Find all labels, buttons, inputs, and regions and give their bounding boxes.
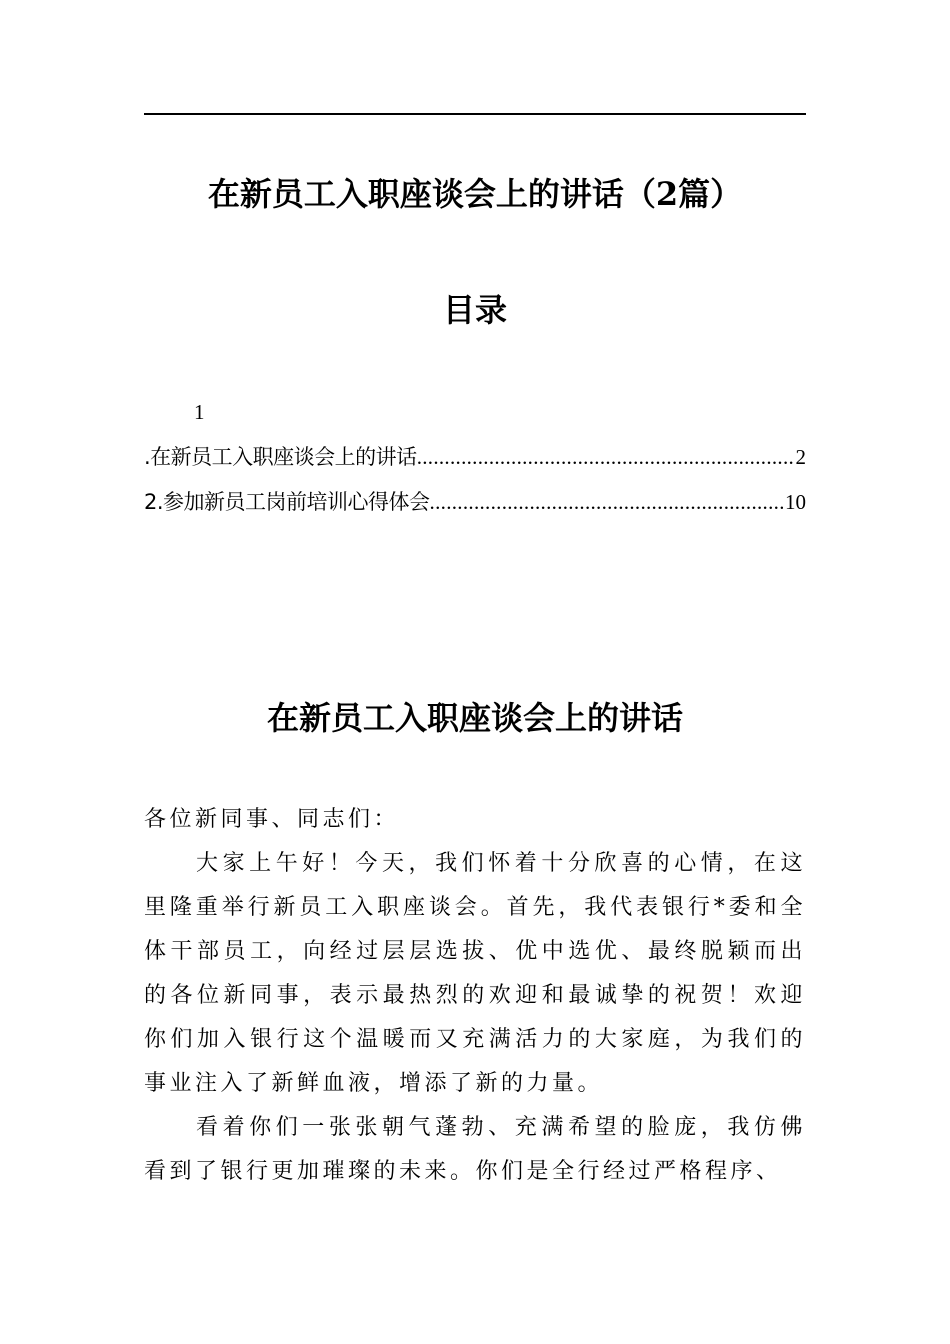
document-title: 在新员工入职座谈会上的讲话（2篇） [207,175,743,213]
toc-entry-2-leader [430,486,783,518]
section-title: 在新员工入职座谈会上的讲话 [266,699,683,737]
toc-heading: 目录 [442,291,507,329]
toc-entry-1-leader [417,441,794,473]
greeting: 各位新同事、同志们： [144,807,400,832]
toc-entry-1-page: 2 [795,445,806,469]
toc-entry-2[interactable] [144,486,806,518]
toc-entry-1-text: .在新员工入职座谈会上的讲话 [144,445,417,469]
paragraph-1: 大家上午好！今天，我们怀着十分欣喜的心情，在这里隆重举行新员工入职座谈会。首先，我代表银行*委和全体干部员工，向经过层层选拔、优中选优、最终脱颖而出的各位新同事，表示最热烈的欢迎和最诚挚的祝贺！欢迎你们加入银行这个温暖而又充满活力的大家庭，为我们的事业注入了新鲜血液，增添了新的力量。 [144,851,806,1096]
toc-entry-number: 1 [194,400,205,424]
toc-entry-2-page: 10 [785,490,806,514]
toc-entry-1[interactable] [144,441,806,473]
header-rule [144,113,806,115]
toc-entry-2-text: 2.参加新员工岗前培训心得体会 [144,490,430,514]
body-text [144,798,806,1194]
paragraph-2: 看着你们一张张朝气蓬勃、充满希望的脸庞，我仿佛看到了银行更加璀璨的未来。你们是全行经过严格程序、 [144,1115,806,1184]
